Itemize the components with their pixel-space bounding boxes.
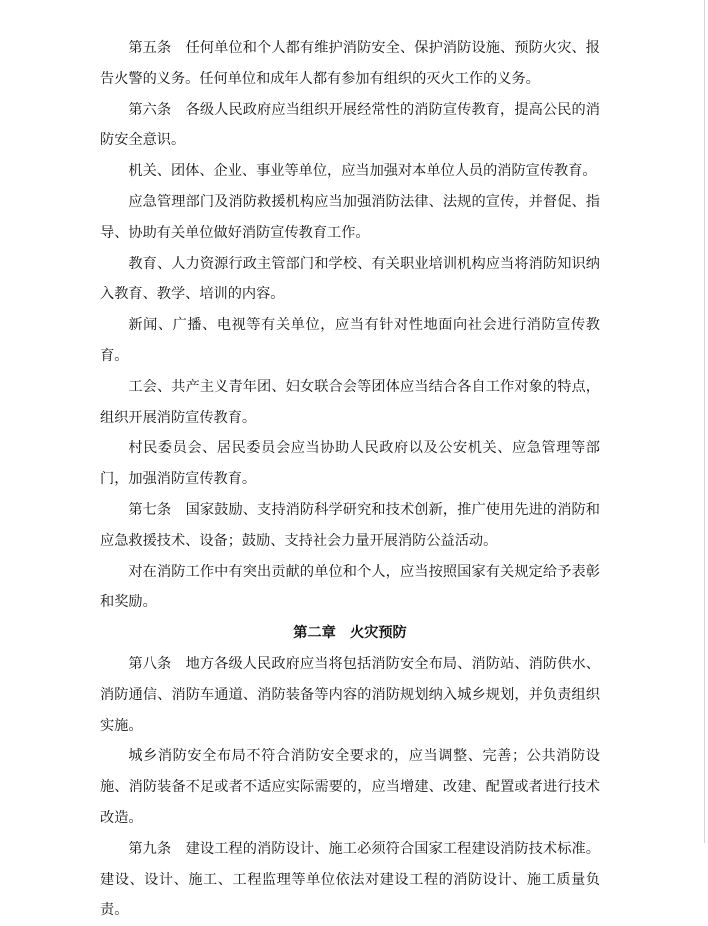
article-5-paragraph: 第五条 任何单位和个人都有维护消防安全、保护消防设施、预防火灾、报告火警的义务。任何单位和成年人都有参加有组织的灭火工作的义务。 xyxy=(100,40,600,87)
article-6-clause-media: 新闻、广播、电视等有关单位，应当有针对性地面向社会进行消防宣传教育。 xyxy=(100,317,600,364)
article-6-clause-committees: 村民委员会、居民委员会应当协助人民政府以及公安机关、应急管理等部门，加强消防宣传教育。 xyxy=(100,440,600,488)
article-6-clause-units: 机关、团体、企业、事业等单位，应当加强对本单位人员的消防宣传教育。 xyxy=(128,163,597,180)
document-page xyxy=(100,33,600,926)
chapter-heading: 第二章 火灾预防 xyxy=(293,625,407,642)
article-7-clause-awards: 对在消防工作中有突出贡献的单位和个人，应当按照国家有关规定给予表彰和奖励。 xyxy=(100,563,600,611)
article-6-clause-education: 教育、人力资源行政主管部门和学校、有关职业培训机构应当将消防知识纳入教育、教学、培训的内容。 xyxy=(100,255,600,303)
article-9-paragraph: 第九条 建设工程的消防设计、施工必须符合国家工程建设消防技术标准。建设、设计、施工、工程监理等单位依法对建设工程的消防设计、施工质量负责。 xyxy=(100,840,600,919)
article-6-paragraph: 第六条 各级人民政府应当组织开展经常性的消防宣传教育，提高公民的消防安全意识。 xyxy=(100,101,600,149)
article-6-clause-emergency: 应急管理部门及消防救援机构应当加强消防法律、法规的宣传，并督促、指导、协助有关单位做好消防宣传教育工作。 xyxy=(100,193,600,241)
article-8-paragraph: 第八条 地方各级人民政府应当将包括消防安全布局、消防站、消防供水、消防通信、消防车通道、消防装备等内容的消防规划纳入城乡规划，并负责组织实施。 xyxy=(100,655,600,734)
article-6-clause-organizations: 工会、共产主义青年团、妇女联合会等团体应当结合各自工作对象的特点，组织开展消防宣传教育。 xyxy=(100,378,600,426)
article-7-paragraph: 第七条 国家鼓励、支持消防科学研究和技术创新，推广使用先进的消防和应急救援技术、设备；鼓励、支持社会力量开展消防公益活动。 xyxy=(100,501,600,549)
page-edge-line xyxy=(704,0,705,843)
article-8-clause-layout: 城乡消防安全布局不符合消防安全要求的，应当调整、完善；公共消防设施、消防装备不足或者不适应实际需要的，应当增建、改建、配置或者进行技术改造。 xyxy=(100,748,600,826)
